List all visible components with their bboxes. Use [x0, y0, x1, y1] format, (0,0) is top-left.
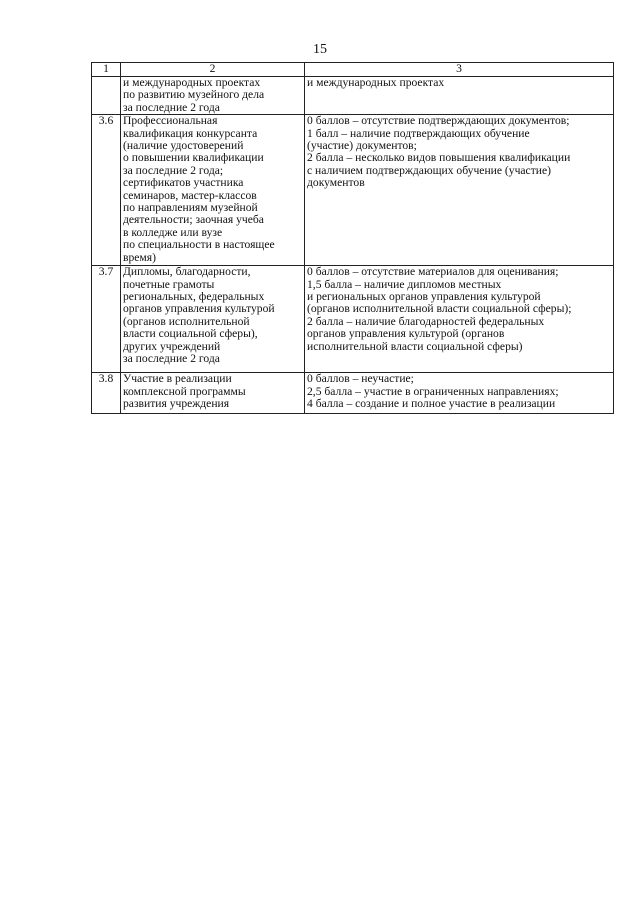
table-row — [92, 77, 614, 115]
row-number: 3.6 — [92, 115, 121, 266]
table-row — [92, 266, 614, 373]
row-number: 3.7 — [92, 266, 121, 373]
column-header-2: 2 — [121, 63, 305, 77]
header-row — [92, 63, 614, 77]
scoring-cell: 0 баллов – отсутствие материалов для оценивания; 1,5 балла – наличие дипломов местных и региональных органов управления культурой (органов исполнительной власти социальной сферы); 2 балла – наличие благодарностей федеральных органов управления культурой (органов исполнительной власти социальной сферы) — [305, 266, 614, 373]
scoring-cell: 0 баллов – неучастие; 2,5 балла – участие в ограниченных направлениях; 4 балла – создание и полное участие в реализации — [305, 373, 614, 414]
table-row — [92, 115, 614, 266]
column-header-1: 1 — [92, 63, 121, 77]
criterion-cell: Профессиональная квалификация конкурсанта (наличие удостоверений о повышении квалификации за последние 2 года; сертификатов участника семинаров, мастер-классов по направлениям музейной деятельности; заочная учеба в колледже или вузе по специальности в настоящее время) — [121, 115, 305, 266]
page-number: 15 — [313, 42, 327, 57]
row-number — [92, 77, 121, 115]
criterion-cell: Участие в реализации комплексной программы развития учреждения — [121, 373, 305, 414]
criterion-cell: и международных проектах по развитию музейного дела за последние 2 года — [121, 77, 305, 115]
criteria-table — [91, 62, 614, 414]
table-row — [92, 373, 614, 414]
criterion-cell: Дипломы, благодарности, почетные грамоты региональных, федеральных органов управления культурой (органов исполнительной власти социальной сферы), других учреждений за последние 2 года — [121, 266, 305, 373]
scoring-cell: 0 баллов – отсутствие подтверждающих документов; 1 балл – наличие подтверждающих обучение (участие) документов; 2 балла – несколько видов повышения квалификации с наличием подтверждающих обучение (участие) документов — [305, 115, 614, 266]
column-header-3: 3 — [305, 63, 614, 77]
scoring-cell: и международных проектах — [305, 77, 614, 115]
row-number: 3.8 — [92, 373, 121, 414]
